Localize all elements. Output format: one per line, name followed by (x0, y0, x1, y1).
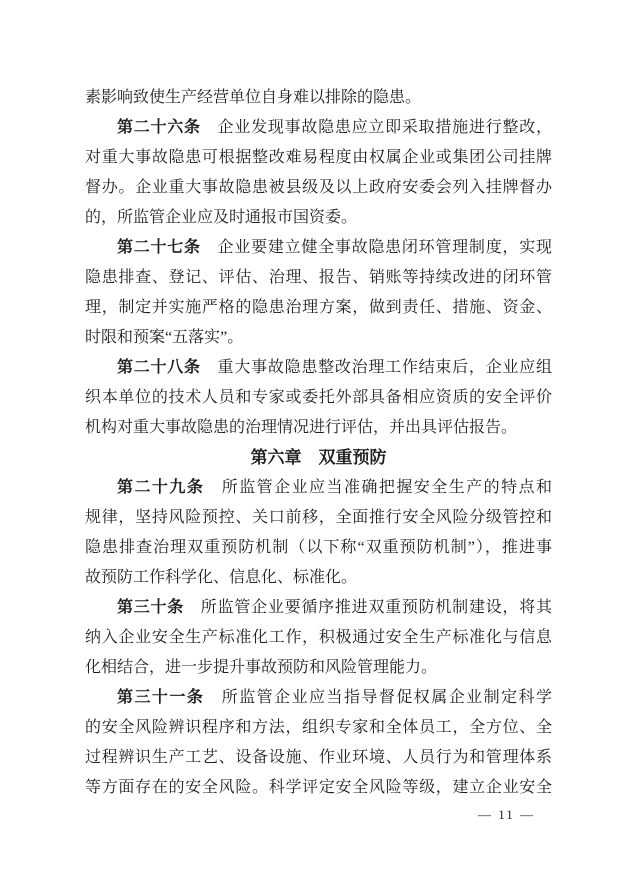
line-text: 企业发现事故隐患应立即采取措施进行整改， (200, 119, 552, 136)
line-text: 时限和预案“五落实”。 (85, 329, 244, 346)
line-text: 的，所监管企业应及时通报市国资委。 (85, 209, 358, 226)
line-text: 重大事故隐患整改治理工作结束后，企业应组 (200, 359, 552, 376)
line-text: 纳入企业安全生产标准化工作，积极通过安全生产标准化与信息 (85, 629, 552, 646)
article-number: 第二十六条 (117, 119, 201, 136)
article-line (85, 353, 552, 383)
line-text: 规律，坚持风险预控、关口前移，全面推行安全风险分级管控和 (85, 509, 552, 526)
text-line (85, 533, 552, 563)
line-text: 过程辨识生产工艺、设备设施、作业环境、人员行为和管理体系 (85, 749, 552, 766)
line-text: 隐患排查、登记、评估、治理、报告、销账等持续改进的闭环管 (85, 269, 552, 286)
text-line (85, 503, 552, 533)
chapter-heading (85, 443, 552, 473)
article-number: 第二十八条 (117, 359, 201, 376)
text-line (85, 323, 552, 353)
line-text: 的安全风险辨识程序和方法，组织专家和全体员工，全方位、全 (85, 719, 552, 736)
text-line (85, 293, 552, 323)
text-line (85, 203, 552, 233)
line-text: 化相结合，进一步提升事故预防和风险管理能力。 (85, 659, 438, 676)
line-text: 理，制定并实施严格的隐患治理方案，做到责任、措施、资金、 (85, 299, 552, 316)
line-text: 等方面存在的安全风险。科学评定安全风险等级，建立企业安全 (85, 779, 552, 796)
line-text: 机构对重大事故隐患的治理情况进行评估，并出具评估报告。 (85, 419, 518, 436)
text-line (85, 563, 552, 593)
article-line (85, 233, 552, 263)
line-text: 故预防工作科学化、信息化、标准化。 (85, 569, 358, 586)
page-number: — 11 — (477, 807, 535, 822)
article-line (85, 683, 552, 713)
article-line (85, 473, 552, 503)
article-number: 第三十条 (117, 599, 185, 616)
text-line (85, 713, 552, 743)
text-line (85, 263, 552, 293)
text-line (85, 143, 552, 173)
document-content (85, 83, 552, 803)
line-text: 织本单位的技术人员和专家或委托外部具备相应资质的安全评价 (85, 389, 552, 406)
text-line (85, 173, 552, 203)
text-line (85, 623, 552, 653)
text-line (85, 413, 552, 443)
line-text: 督办。企业重大事故隐患被县级及以上政府安委会列入挂牌督办 (85, 179, 552, 196)
line-text: 隐患排查治理双重预防机制（以下称“双重预防机制”），推进事 (85, 539, 552, 556)
text-line (85, 83, 552, 113)
text-line (85, 653, 552, 683)
text-line (85, 773, 552, 803)
line-text: 所监管企业要循序推进双重预防机制建设，将其 (184, 599, 552, 616)
line-text: 第六章 双重预防 (250, 448, 387, 467)
article-number: 第二十九条 (117, 479, 205, 496)
article-line (85, 593, 552, 623)
line-text: 所监管企业应当准确把握安全生产的特点和 (204, 479, 552, 496)
line-text: 对重大事故隐患可根据整改难易程度由权属企业或集团公司挂牌 (85, 149, 552, 166)
article-number: 第二十七条 (117, 239, 201, 256)
line-text: 企业要建立健全事故隐患闭环管理制度，实现 (200, 239, 552, 256)
line-text: 所监管企业应当指导督促权属企业制定科学 (204, 689, 552, 706)
text-line (85, 383, 552, 413)
article-line (85, 113, 552, 143)
line-text: 素影响致使生产经营单位自身难以排除的隐患。 (85, 89, 422, 106)
article-number: 第三十一条 (117, 689, 205, 706)
text-line (85, 743, 552, 773)
